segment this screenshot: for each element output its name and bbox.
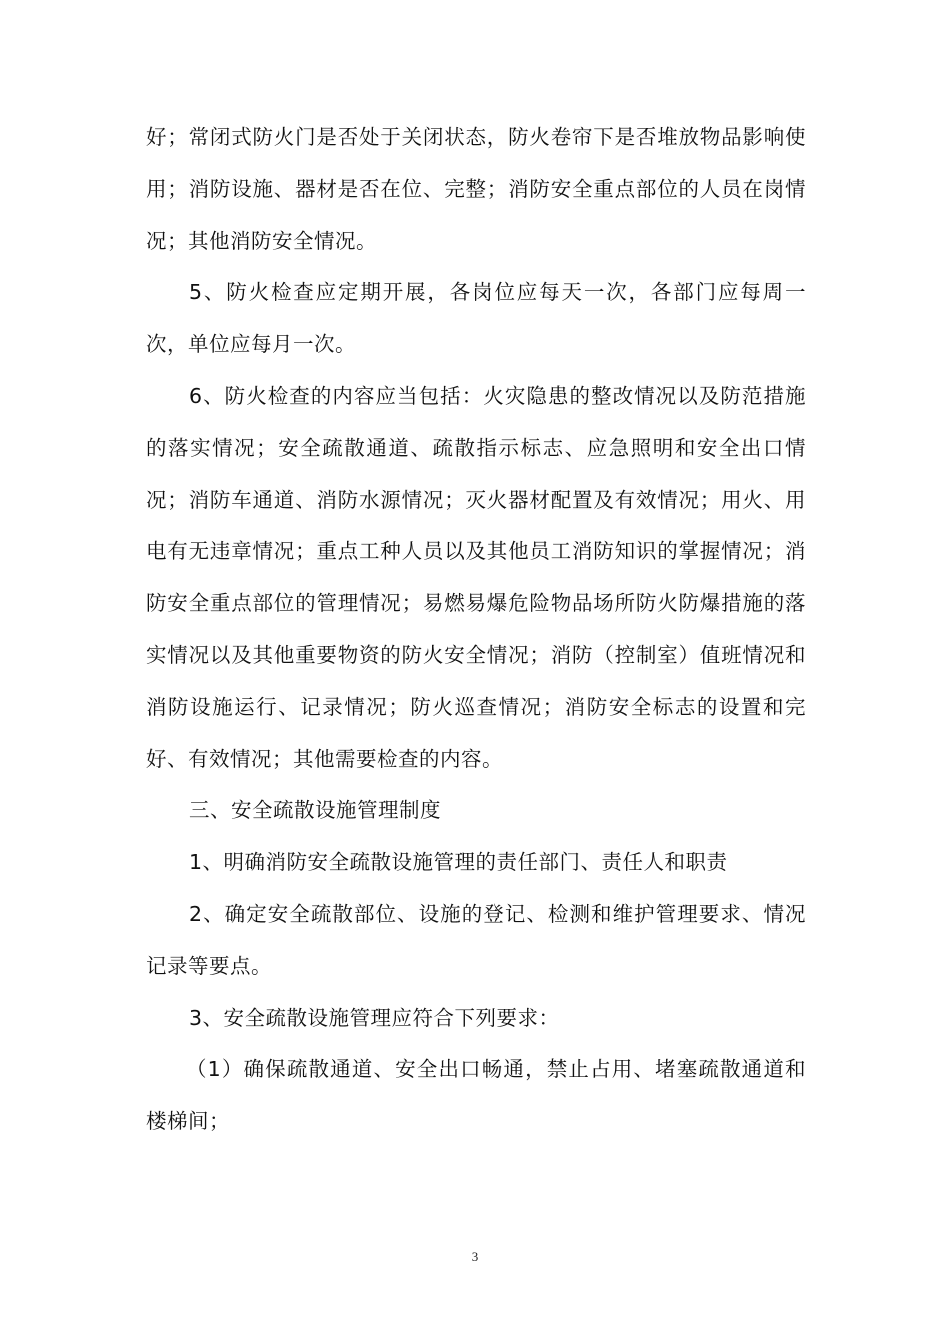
- paragraph-continued-checks: 好；常闭式防火门是否处于关闭状态，防火卷帘下是否堆放物品影响使用；消防设施、器材是否在位、完整；消防安全重点部位的人员在岗情况；其他消防安全情况。: [146, 125, 806, 253]
- page-number: 3: [471, 1249, 479, 1264]
- paragraph-item-5: 5、防火检查应定期开展，各岗位应每天一次，各部门应每周一次，单位应每月一次。: [146, 280, 806, 357]
- paragraph-section3-item-1: 1、明确消防安全疏散设施管理的责任部门、责任人和职责: [189, 850, 728, 875]
- paragraph-item-6: 6、防火检查的内容应当包括：火灾隐患的整改情况以及防范措施的落实情况；安全疏散通道、疏散指示标志、应急照明和安全出口情况；消防车通道、消防水源情况；灭火器材配置及有效情况；用火、用电有无违章情况；重点工种人员以及其他员工消防知识的掌握情况；消防安全重点部位的管理情况；易燃易爆危险物品场所防火防爆措施的落实情况以及其他重要物资的防火安全情况；消防（控制室）值班情况和消防设施运行、记录情况；防火巡查情况；消防安全标志的设置和完好、有效情况；其他需要检查的内容。: [146, 383, 806, 771]
- section-heading-evacuation: 三、安全疏散设施管理制度: [189, 798, 441, 823]
- document-body: [146, 112, 806, 1148]
- paragraph-section3-item-3: 3、安全疏散设施管理应符合下列要求：: [189, 1005, 560, 1030]
- paragraph-section3-item-2: 2、确定安全疏散部位、设施的登记、检测和维护管理要求、情况记录等要点。: [146, 901, 806, 978]
- paragraph-section3-item-3-1: （1）确保疏散通道、安全出口畅通，禁止占用、堵塞疏散通道和楼梯间；: [146, 1057, 806, 1134]
